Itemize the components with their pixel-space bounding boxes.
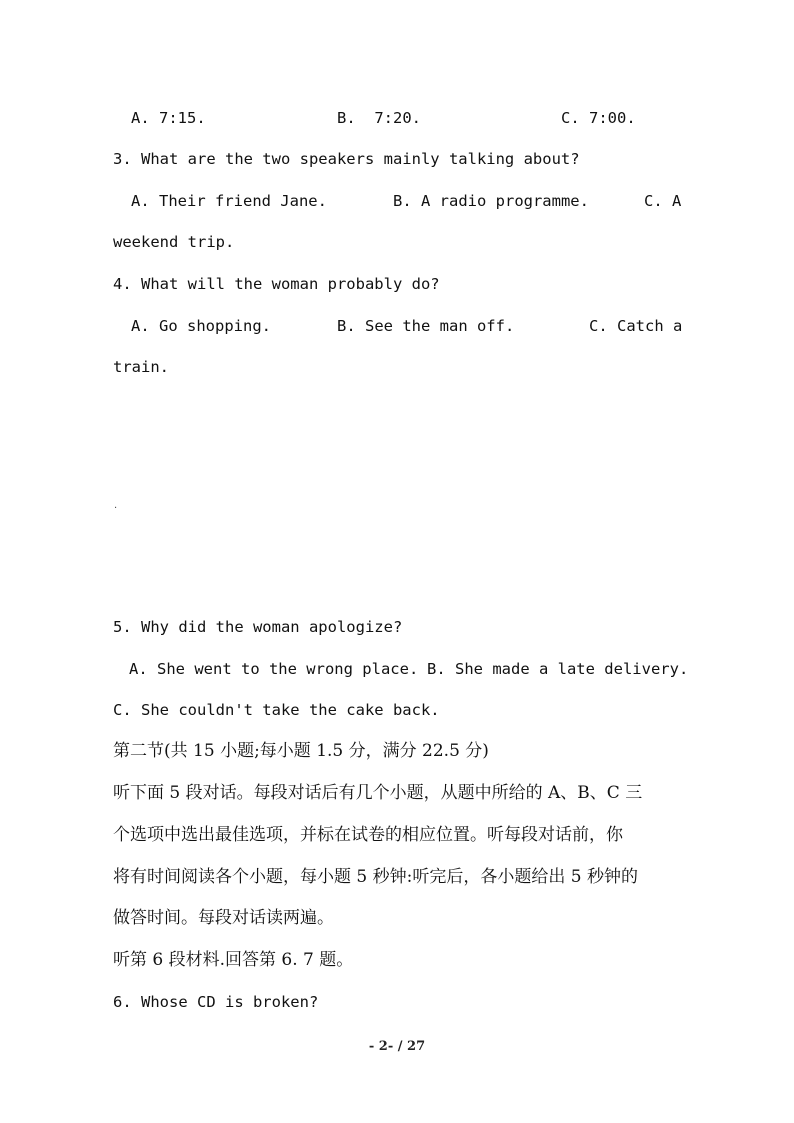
q3-option-c-part2: weekend trip. [113, 233, 235, 251]
q5-question: 5. Why did the woman apologize? [113, 618, 403, 636]
q5-option-a: A. She went to the wrong place. [129, 660, 419, 678]
q2-option-b: B. 7:20. [337, 109, 421, 127]
page-number: - 2- / 27 [368, 1039, 426, 1054]
section2-instruction-line-1: 听下面 5 段对话。每段对话后有几个小题，从题中所给的 A、B、C 三 [113, 783, 643, 803]
q4-option-c-part2: train. [113, 358, 169, 376]
section2-instruction-line-3: 将有时间阅读各个小题，每小题 5 秒钟:听完后，各小题给出 5 秒钟的 [113, 867, 638, 887]
q2-option-a: A. 7:15. [131, 109, 206, 127]
q3-option-c-part1: C. A [644, 192, 682, 210]
q4-question: 4. What will the woman probably do? [113, 275, 440, 293]
q3-option-b: B. A radio programme. [393, 192, 589, 210]
q2-option-c: C. 7:00. [561, 109, 636, 127]
q3-option-a: A. Their friend Jane. [131, 192, 327, 210]
q6-question: 6. Whose CD is broken? [113, 993, 319, 1011]
q4-option-b: B. See the man off. [337, 317, 515, 335]
separator-dot: . [114, 500, 118, 511]
q5-option-c: C. She couldn't take the cake back. [113, 701, 440, 719]
q4-option-c-part1: C. Catch a [589, 317, 683, 335]
section2-instruction-line-4: 做答时间。每段对话读两遍。 [113, 908, 334, 928]
section2-heading: 第二节(共 15 小题;每小题 1.5 分，满分 22.5 分) [113, 741, 489, 761]
q4-option-a: A. Go shopping. [131, 317, 271, 335]
q3-question: 3. What are the two speakers mainly talking about? [113, 150, 580, 168]
section2-material: 听第 6 段材料.回答第 6. 7 题。 [113, 950, 354, 970]
section2-instruction-line-2: 个选项中选出最佳选项，并标在试卷的相应位置。听每段对话前，你 [113, 825, 623, 845]
q5-option-b: B. She made a late delivery. [427, 660, 689, 678]
